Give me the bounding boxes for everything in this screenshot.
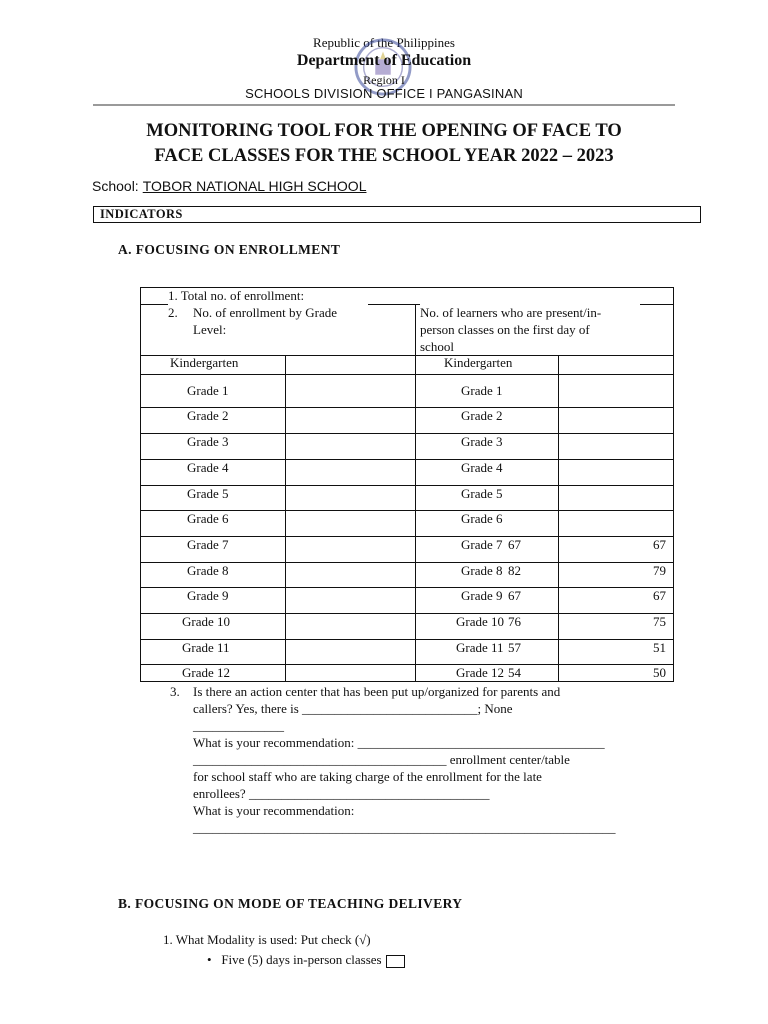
grade-label-enrolled: Grade 6 — [187, 511, 229, 527]
school-row — [92, 178, 366, 194]
grade-label-present: Grade 2 — [461, 408, 503, 424]
q3-line2: callers? Yes, there is ___________________________; None — [193, 701, 513, 716]
header-division: SCHOOLS DIVISION OFFICE I PANGASINAN — [245, 86, 523, 101]
grade-label-present: Grade 5 — [461, 485, 503, 501]
grade-label-present: Grade 7 — [461, 536, 503, 552]
grade-label-enrolled: Grade 7 — [187, 536, 229, 552]
present-count: 50 — [653, 665, 666, 681]
school-name: TOBOR NATIONAL HIGH SCHOOL — [142, 178, 367, 194]
enrolled-count: 54 — [508, 665, 521, 681]
table-divider-middle — [415, 304, 416, 682]
grade-label-present: Grade 3 — [461, 434, 503, 450]
enrolled-count: 82 — [508, 562, 521, 578]
bullet-mark: • — [207, 952, 212, 967]
document-title-line2: FACE CLASSES FOR THE SCHOOL YEAR 2022 – 2023 — [154, 146, 614, 166]
document-title-line1: MONITORING TOOL FOR THE OPENING OF FACE TO — [146, 121, 622, 141]
grade-label-present: Grade 10 — [456, 614, 505, 629]
modality-option-label: Five (5) days in-person classes — [221, 952, 382, 967]
header-region: Region I — [363, 73, 405, 87]
grade-label-enrolled: Grade 3 — [187, 434, 229, 450]
grade-label-present: Grade 8 — [461, 562, 503, 578]
q3-number: 3. — [170, 684, 180, 699]
grade-label-present: Kindergarten — [444, 355, 513, 370]
q3-line5: _______________________________________ enrollment center/table — [193, 752, 570, 767]
present-count: 51 — [653, 639, 666, 655]
grade-label-enrolled: Grade 10 — [182, 614, 231, 629]
q3-line7: enrollees? _____________________________________ — [193, 786, 490, 801]
grade-label-present: Grade 1 — [461, 382, 503, 398]
table-col-rule-b — [558, 356, 559, 682]
section-a-heading: A. FOCUSING ON ENROLLMENT — [118, 242, 341, 257]
grade-label-present: Grade 9 — [461, 588, 503, 604]
q3-line9: _________________________________________________________________ — [193, 820, 616, 835]
table-row1-stub-right — [640, 304, 674, 305]
enrolled-count: 57 — [508, 639, 521, 655]
grade-label-enrolled: Grade 11 — [182, 639, 230, 655]
q3-line8: What is your recommendation: — [193, 803, 355, 818]
grade-label-present: Grade 6 — [461, 511, 503, 527]
grade-label-enrolled: Grade 8 — [187, 562, 229, 578]
header-republic: Republic of the Philippines — [313, 35, 455, 50]
table-row-rule — [140, 374, 674, 375]
present-learners-label-l3: school — [420, 339, 454, 354]
table-col-rule-a — [285, 356, 286, 682]
enrolled-count: 76 — [508, 614, 521, 629]
grade-label-enrolled: Grade 2 — [187, 408, 229, 424]
indicators-header: INDICATORS — [93, 206, 701, 223]
modality-option-five-days — [207, 952, 405, 968]
header-divider — [93, 104, 675, 106]
grade-label-present: Grade 11 — [456, 639, 504, 655]
grade-label-present: Grade 4 — [461, 459, 503, 475]
present-count: 67 — [653, 536, 666, 552]
section-b-heading: B. FOCUSING ON MODE OF TEACHING DELIVERY — [118, 896, 463, 911]
q3-line4: What is your recommendation: ______________________________________ — [193, 735, 605, 750]
grade-label-enrolled: Grade 5 — [187, 485, 229, 501]
enrollment-by-grade-label-l1: No. of enrollment by Grade — [193, 305, 338, 320]
enrollment-table — [140, 287, 674, 682]
grade-label-enrolled: Grade 4 — [187, 459, 229, 475]
enrolled-count: 67 — [508, 588, 521, 604]
enrolled-count: 67 — [508, 536, 521, 552]
table-row1-stub-mid — [368, 304, 420, 305]
present-count: 75 — [653, 614, 666, 629]
header-department: Department of Education — [296, 52, 472, 69]
present-count: 67 — [653, 588, 666, 604]
school-label: School: — [92, 178, 139, 194]
total-enrollment-label: 1. Total no. of enrollment: — [168, 288, 305, 303]
grade-label-present: Grade 12 — [456, 665, 505, 681]
present-learners-label-l1: No. of learners who are present/in- — [420, 305, 602, 320]
five-days-checkbox[interactable] — [386, 955, 405, 968]
grade-label-enrolled: Grade 12 — [182, 665, 231, 681]
present-learners-label-l2: person classes on the first day of — [420, 322, 590, 337]
q3-line6: for school staff who are taking charge of the enrollment for the late — [193, 769, 542, 784]
grade-label-enrolled: Grade 1 — [187, 382, 229, 398]
modality-question: 1. What Modality is used: Put check (√) — [163, 932, 371, 947]
q3-line1: Is there an action center that has been put up/organized for parents and — [193, 684, 561, 699]
grade-label-enrolled: Kindergarten — [170, 355, 239, 370]
enrollment-by-grade-num: 2. — [168, 305, 178, 320]
q3-line3: ______________ — [193, 718, 284, 733]
enrollment-by-grade-label-l2: Level: — [193, 322, 227, 337]
present-count: 79 — [653, 562, 666, 578]
grade-label-enrolled: Grade 9 — [187, 588, 229, 604]
table-row1-stub-left — [140, 304, 168, 305]
